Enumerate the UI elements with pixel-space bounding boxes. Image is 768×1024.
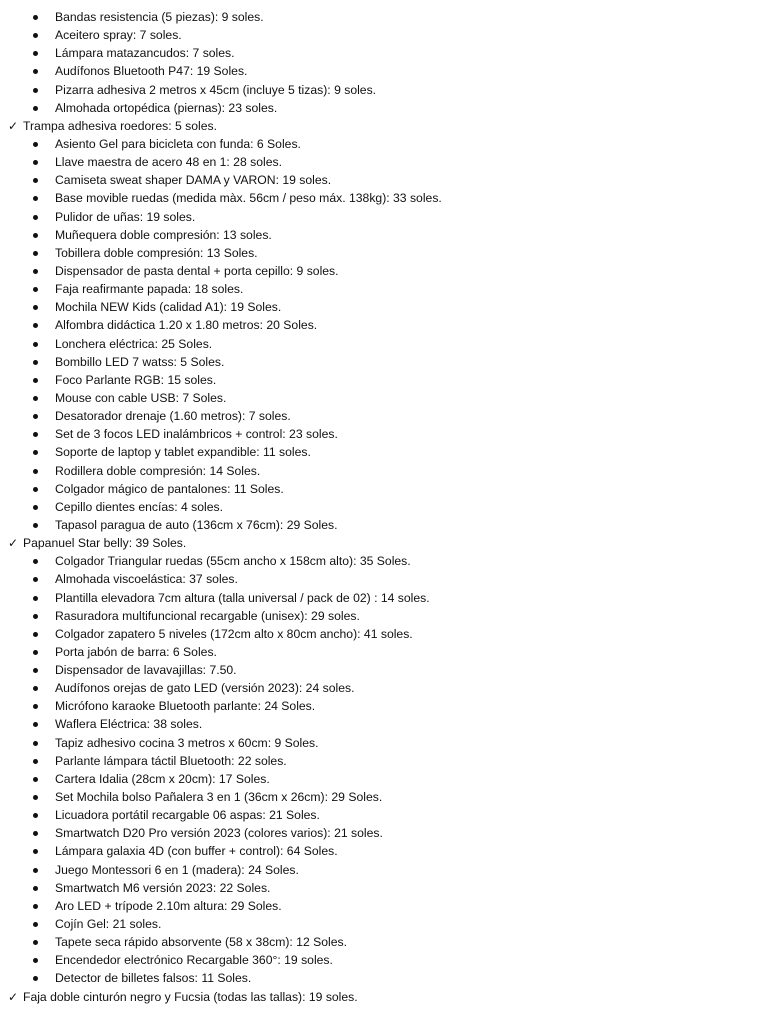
checked-list-item — [0, 534, 768, 552]
bullet-list-item — [0, 99, 768, 117]
bullet-icon — [33, 577, 38, 582]
bullet-list-item — [0, 26, 768, 44]
bullet-list-item — [0, 752, 768, 770]
bullet-list-item — [0, 371, 768, 389]
checkmark-icon: ✓ — [8, 118, 19, 133]
list-item-text: Licuadora portátil recargable 06 aspas: 21 Soles. — [55, 808, 320, 823]
bullet-list-item — [0, 498, 768, 516]
list-item-text: Camiseta sweat shaper DAMA y VARON: 19 soles. — [55, 173, 332, 188]
list-item-text: Lonchera eléctrica: 25 Soles. — [55, 336, 213, 351]
bullet-list-item — [0, 153, 768, 171]
bullet-list-item — [0, 389, 768, 407]
bullet-icon — [33, 596, 38, 601]
bullet-icon — [33, 287, 38, 292]
list-item-text: Colgador Triangular ruedas (55cm ancho x 158cm alto): 35 Soles. — [55, 554, 411, 569]
list-item-text: Tapiz adhesivo cocina 3 metros x 60cm: 9 Soles. — [55, 735, 319, 750]
list-item-text: Soporte de laptop y tablet expandible: 11 soles. — [55, 445, 311, 460]
bullet-list-item — [0, 625, 768, 643]
bullet-list-item — [0, 316, 768, 334]
bullet-list-item — [0, 715, 768, 733]
bullet-icon — [33, 215, 38, 220]
list-item-text: Foco Parlante RGB: 15 soles. — [55, 372, 217, 387]
list-item-text: Bandas resistencia (5 piezas): 9 soles. — [55, 10, 264, 24]
list-item-text: Cartera Idalia (28cm x 20cm): 17 Soles. — [55, 771, 270, 786]
bullet-list-item — [0, 643, 768, 661]
bullet-icon — [33, 795, 38, 800]
list-item-text: Pulidor de uñas: 19 soles. — [55, 209, 196, 224]
bullet-list-item — [0, 861, 768, 879]
bullet-icon — [33, 233, 38, 238]
bullet-icon — [33, 741, 38, 746]
bullet-icon — [33, 378, 38, 383]
bullet-icon — [33, 142, 38, 147]
bullet-icon — [33, 686, 38, 691]
bullet-icon — [33, 759, 38, 764]
bullet-list-item — [0, 734, 768, 752]
bullet-icon — [33, 487, 38, 492]
bullet-list-item — [0, 171, 768, 189]
list-item-text: Colgador mágico de pantalones: 11 Soles. — [55, 481, 284, 496]
list-item-text: Base movible ruedas (medida màx. 56cm / peso máx. 138kg): 33 soles. — [55, 191, 442, 206]
bullet-icon — [33, 668, 38, 673]
list-item-text: Tobillera doble compresión: 13 Soles. — [55, 245, 258, 260]
list-item-text: Plantilla elevadora 7cm altura (talla universal / pack de 02) : 14 soles. — [55, 590, 430, 605]
list-item-text: Alfombra didáctica 1.20 x 1.80 metros: 20 Soles. — [55, 318, 318, 333]
bullet-icon — [33, 976, 38, 981]
bullet-icon — [33, 813, 38, 818]
bullet-list-item — [0, 788, 768, 806]
bullet-icon — [33, 704, 38, 709]
bullet-list-item — [0, 806, 768, 824]
list-item-text: Set Mochila bolso Pañalera 3 en 1 (36cm x 26cm): 29 Soles. — [55, 790, 383, 805]
list-item-text: Audífonos Bluetooth P47: 19 Soles. — [55, 64, 248, 79]
bullet-icon — [33, 323, 38, 328]
bullet-list-item — [0, 933, 768, 951]
list-item-text: Smartwatch M6 versión 2023: 22 Soles. — [55, 880, 271, 895]
list-item-text: Cojín Gel: 21 soles. — [55, 917, 162, 932]
bullet-list-item — [0, 570, 768, 588]
bullet-icon — [33, 940, 38, 945]
bullet-icon — [33, 559, 38, 564]
list-item-text: Trampa adhesiva roedores: 5 soles. — [23, 118, 217, 133]
list-item-text: Waflera Eléctrica: 38 soles. — [55, 717, 203, 732]
bullet-list-item — [0, 697, 768, 715]
list-item-text: Set de 3 focos LED inalámbricos + control: 23 soles. — [55, 427, 338, 442]
bullet-icon — [33, 523, 38, 528]
list-item-text: Almohada ortopédica (piernas): 23 soles. — [55, 100, 278, 115]
list-item-text: Mouse con cable USB: 7 Soles. — [55, 390, 227, 405]
bullet-list-item — [0, 915, 768, 933]
bullet-icon — [33, 886, 38, 891]
list-item-text: Audífonos orejas de gato LED (versión 2023): 24 soles. — [55, 681, 355, 696]
bullet-list-item — [0, 62, 768, 80]
bullet-list-item — [0, 280, 768, 298]
bullet-list-item — [0, 462, 768, 480]
bullet-list-item — [0, 897, 768, 915]
list-item-text: Rodillera doble compresión: 14 Soles. — [55, 463, 261, 478]
list-item-text: Muñequera doble compresión: 13 soles. — [55, 227, 272, 242]
list-item-text: Lámpara matazancudos: 7 soles. — [55, 46, 235, 61]
bullet-list-item — [0, 607, 768, 625]
bullet-icon — [33, 196, 38, 201]
bullet-list-item — [0, 8, 768, 26]
bullet-list-item — [0, 189, 768, 207]
checked-list-item — [0, 117, 768, 135]
list-item-text: Pizarra adhesiva 2 metros x 45cm (incluye 5 tizas): 9 soles. — [55, 82, 377, 97]
list-item-text: Bombillo LED 7 watss: 5 Soles. — [55, 354, 225, 369]
bullet-list-item — [0, 770, 768, 788]
list-item-text: Juego Montessori 6 en 1 (madera): 24 Soles. — [55, 862, 299, 877]
list-item-text: Dispensador de pasta dental + porta cepillo: 9 soles. — [55, 263, 339, 278]
bullet-list-item — [0, 407, 768, 425]
list-item-text: Dispensador de lavavajillas: 7.50. — [55, 663, 237, 678]
list-item-text: Smartwatch D20 Pro versión 2023 (colores varios): 21 soles. — [55, 826, 383, 841]
bullet-icon — [33, 505, 38, 510]
bullet-list-item — [0, 335, 768, 353]
list-item-text: Faja reafirmante papada: 18 soles. — [55, 282, 244, 297]
list-item-text: Micrófono karaoke Bluetooth parlante: 24 Soles. — [55, 699, 316, 714]
bullet-list-item — [0, 842, 768, 860]
bullet-icon — [33, 15, 38, 20]
list-item-text: Almohada viscoelástica: 37 soles. — [55, 572, 238, 587]
bullet-icon — [33, 650, 38, 655]
bullet-list-item — [0, 443, 768, 461]
bullet-icon — [33, 33, 38, 38]
list-item-text: Rasuradora multifuncional recargable (unisex): 29 soles. — [55, 608, 360, 623]
bullet-list-item — [0, 589, 768, 607]
bullet-icon — [33, 251, 38, 256]
bullet-icon — [33, 469, 38, 474]
list-item-text: Tapasol paragua de auto (136cm x 76cm): 29 Soles. — [55, 517, 338, 532]
bullet-list-item — [0, 824, 768, 842]
list-item-text: Mochila NEW Kids (calidad A1): 19 Soles. — [55, 300, 282, 315]
bullet-list-item — [0, 516, 768, 534]
bullet-icon — [33, 396, 38, 401]
bullet-list-item — [0, 208, 768, 226]
bullet-list-item — [0, 135, 768, 153]
bullet-icon — [33, 69, 38, 74]
bullet-list-item — [0, 244, 768, 262]
bullet-icon — [33, 722, 38, 727]
list-item-text: Aro LED + trípode 2.10m altura: 29 Soles. — [55, 898, 282, 913]
bullet-list-item — [0, 552, 768, 570]
bullet-list-item — [0, 425, 768, 443]
list-item-text: Encendedor electrónico Recargable 360°: 19 soles. — [55, 953, 333, 968]
list-item-text: Faja doble cinturón negro y Fucsia (todas las tallas): 19 soles. — [23, 989, 358, 1004]
list-item-text: Asiento Gel para bicicleta con funda: 6 Soles. — [55, 136, 301, 151]
list-item-text: Llave maestra de acero 48 en 1: 28 soles. — [55, 155, 282, 170]
list-item-text: Colgador zapatero 5 niveles (172cm alto x 80cm ancho): 41 soles. — [55, 626, 413, 641]
bullet-list-item — [0, 969, 768, 987]
bullet-list-item — [0, 480, 768, 498]
bullet-icon — [33, 414, 38, 419]
bullet-icon — [33, 831, 38, 836]
list-item-text: Porta jabón de barra: 6 Soles. — [55, 644, 217, 659]
bullet-icon — [33, 849, 38, 854]
list-item-text: Papanuel Star belly: 39 Soles. — [23, 536, 187, 551]
bullet-icon — [33, 88, 38, 93]
list-item-text: Parlante lámpara táctil Bluetooth: 22 soles. — [55, 753, 287, 768]
bullet-list-item — [0, 661, 768, 679]
bullet-icon — [33, 178, 38, 183]
bullet-icon — [33, 777, 38, 782]
bullet-icon — [33, 904, 38, 909]
bullet-icon — [33, 958, 38, 963]
bullet-icon — [33, 432, 38, 437]
bullet-list-item — [0, 44, 768, 62]
bullet-icon — [33, 360, 38, 365]
bullet-icon — [33, 450, 38, 455]
bullet-icon — [33, 106, 38, 111]
checkmark-icon: ✓ — [8, 536, 19, 551]
list-item-text: Tapete seca rápido absorvente (58 x 38cm): 12 Soles. — [55, 935, 347, 950]
bullet-icon — [33, 51, 38, 56]
bullet-icon — [33, 269, 38, 274]
bullet-list-item — [0, 298, 768, 316]
bullet-icon — [33, 614, 38, 619]
bullet-list-item — [0, 679, 768, 697]
bullet-list-item — [0, 951, 768, 969]
bullet-list-item — [0, 226, 768, 244]
checked-list-item — [0, 988, 768, 1006]
bullet-icon — [33, 632, 38, 637]
checkmark-icon: ✓ — [8, 989, 19, 1004]
bullet-list-item — [0, 81, 768, 99]
bullet-list-item — [0, 262, 768, 280]
bullet-list-item — [0, 879, 768, 897]
list-item-text: Lámpara galaxia 4D (con buffer + control): 64 Soles. — [55, 844, 338, 859]
bullet-icon — [33, 305, 38, 310]
bullet-list-item — [0, 353, 768, 371]
list-item-text: Cepillo dientes encías: 4 soles. — [55, 499, 224, 514]
list-item-text: Aceitero spray: 7 soles. — [55, 28, 182, 43]
list-item-text: Desatorador drenaje (1.60 metros): 7 soles. — [55, 409, 291, 424]
bullet-icon — [33, 922, 38, 927]
bullet-icon — [33, 160, 38, 165]
bullet-icon — [33, 868, 38, 873]
list-item-text: Detector de billetes falsos: 11 Soles. — [55, 971, 252, 986]
bullet-icon — [33, 342, 38, 347]
product-price-list — [0, 8, 768, 1006]
